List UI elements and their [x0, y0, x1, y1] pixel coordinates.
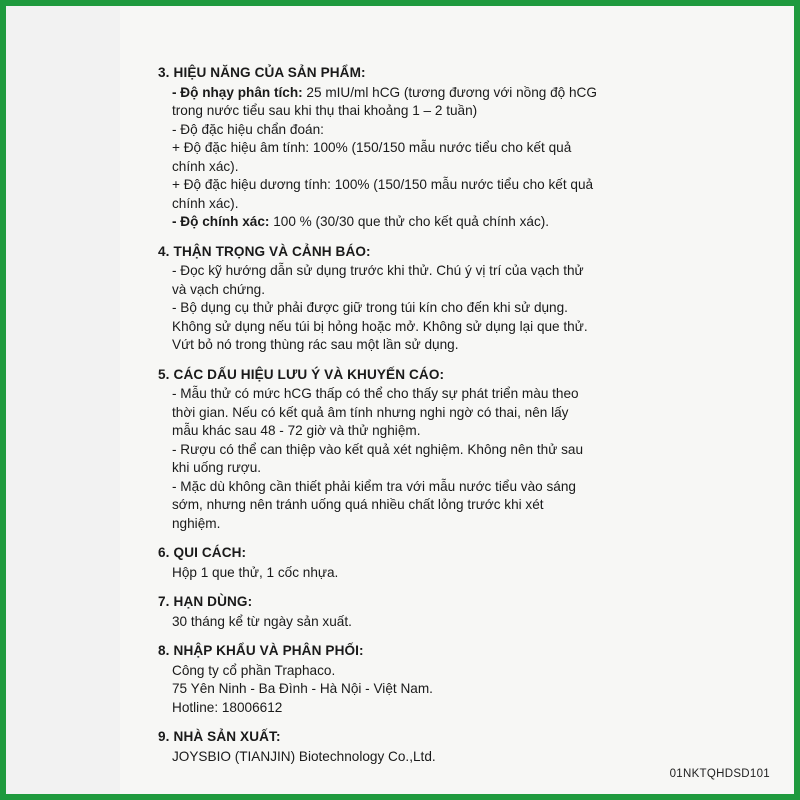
section-number: 7.	[158, 594, 170, 609]
section-number: 6.	[158, 545, 170, 560]
section-number: 8.	[158, 643, 170, 658]
line-text: chính xác).	[172, 195, 239, 211]
document-code: 01NKTQHDSD101	[669, 768, 770, 780]
text-line	[158, 441, 658, 460]
line-text: Vứt bỏ nó trong thùng rác sau một lần sử dụng.	[172, 337, 459, 352]
text-line	[158, 680, 658, 699]
section-6	[158, 642, 658, 717]
section-heading: CÁC DẤU HIỆU LƯU Ý VÀ KHUYẾN CÁO:	[173, 366, 445, 382]
section-1	[158, 64, 658, 232]
text-line	[158, 299, 658, 318]
text-line	[158, 336, 658, 355]
text-line	[158, 158, 658, 177]
text-line	[158, 281, 658, 300]
line-text: - Đọc kỹ hướng dẫn sử dụng trước khi thử. Chú ý vị trí của vạch thử	[172, 263, 584, 278]
section-heading: NHẬP KHẨU VÀ PHÂN PHỐI:	[173, 643, 364, 658]
bold-label: - Độ nhạy phân tích:	[172, 84, 303, 100]
section-title	[158, 366, 658, 385]
line-text: nghiệm.	[172, 515, 221, 531]
text-line	[158, 262, 658, 281]
text-line	[158, 478, 658, 497]
section-heading: HIỆU NĂNG CỦA SẢN PHẨM:	[173, 65, 366, 80]
text-line	[158, 496, 658, 515]
line-text: Công ty cổ phần Traphaco.	[172, 662, 336, 678]
line-text: sớm, nhưng nên tránh uống quá nhiều chất lỏng trước khi xét	[172, 497, 544, 512]
text-line	[158, 84, 658, 103]
text-line	[158, 748, 658, 767]
line-text: - Mặc dù không cần thiết phải kiểm tra với mẫu nước tiểu vào sáng	[172, 478, 576, 494]
text-line	[158, 195, 658, 214]
line-text: Không sử dụng nếu túi bị hỏng hoặc mở. Không sử dụng lại que thử.	[172, 318, 588, 334]
line-text: - Bộ dụng cụ thử phải được giữ trong túi kín cho đến khi sử dụng.	[172, 300, 568, 315]
text-line	[158, 385, 658, 404]
section-7	[158, 728, 658, 766]
section-title	[158, 728, 658, 747]
section-5	[158, 593, 658, 631]
section-title	[158, 243, 658, 262]
section-heading: THẬN TRỌNG VÀ CẢNH BÁO:	[173, 243, 371, 259]
document-body	[158, 64, 658, 777]
text-line	[158, 139, 658, 158]
text-line	[158, 176, 658, 195]
text-line	[158, 121, 658, 140]
line-text: - Độ đặc hiệu chẩn đoán:	[172, 121, 324, 137]
section-3	[158, 366, 658, 534]
section-title	[158, 593, 658, 612]
text-line	[158, 613, 658, 632]
section-number: 4.	[158, 243, 170, 259]
section-4	[158, 544, 658, 582]
text-line	[158, 318, 658, 337]
line-text: Hotline: 18006612	[172, 699, 283, 715]
line-text: 30 tháng kể từ ngày sản xuất.	[172, 613, 352, 629]
line-text: 25 mIU/ml hCG (tương đương với nồng độ hCG	[302, 84, 597, 100]
line-text: thời gian. Nếu có kết quả âm tính nhưng nghi ngờ có thai, nên lấy	[172, 404, 569, 420]
text-line	[158, 699, 658, 718]
line-text: - Rượu có thể can thiệp vào kết quả xét nghiệm. Không nên thử sau	[172, 441, 584, 457]
section-heading: HẠN DÙNG:	[173, 594, 253, 609]
section-title	[158, 64, 658, 83]
section-number: 5.	[158, 366, 170, 382]
section-number: 9.	[158, 729, 170, 744]
line-text: khi uống rượu.	[172, 460, 262, 475]
text-line	[158, 404, 658, 423]
text-line	[158, 515, 658, 534]
text-line	[158, 422, 658, 441]
section-heading: QUI CÁCH:	[173, 545, 247, 560]
line-text: JOYSBIO (TIANJIN) Biotechnology Co.,Ltd.	[172, 748, 436, 764]
line-text: và vạch chứng.	[172, 281, 265, 297]
text-line	[158, 102, 658, 121]
section-heading: NHÀ SẢN XUẤT:	[173, 729, 281, 744]
line-text: 75 Yên Ninh - Ba Đình - Hà Nội - Việt Nam.	[172, 681, 433, 696]
line-text: chính xác).	[172, 158, 239, 174]
section-title	[158, 642, 658, 661]
line-text: 100 % (30/30 que thử cho kết quả chính xác).	[269, 214, 550, 229]
line-text: + Độ đặc hiệu âm tính: 100% (150/150 mẫu nước tiểu cho kết quả	[172, 140, 572, 155]
text-line	[158, 213, 658, 232]
text-line	[158, 459, 658, 478]
line-text: - Mẫu thử có mức hCG thấp có thể cho thấy sự phát triển màu theo	[172, 386, 579, 401]
text-line	[158, 662, 658, 681]
section-2	[158, 243, 658, 355]
section-number: 3.	[158, 65, 170, 80]
text-line	[158, 564, 658, 583]
bold-label: - Độ chính xác:	[172, 214, 270, 229]
line-text: mẫu khác sau 48 - 72 giờ và thử nghiệm.	[172, 423, 421, 438]
line-text: + Độ đặc hiệu dương tính: 100% (150/150 mẫu nước tiểu cho kết quả	[172, 177, 594, 192]
line-text: Hộp 1 que thử, 1 cốc nhựa.	[172, 564, 339, 580]
line-text: trong nước tiểu sau khi thụ thai khoảng 1 – 2 tuần)	[172, 103, 478, 118]
section-title	[158, 544, 658, 563]
